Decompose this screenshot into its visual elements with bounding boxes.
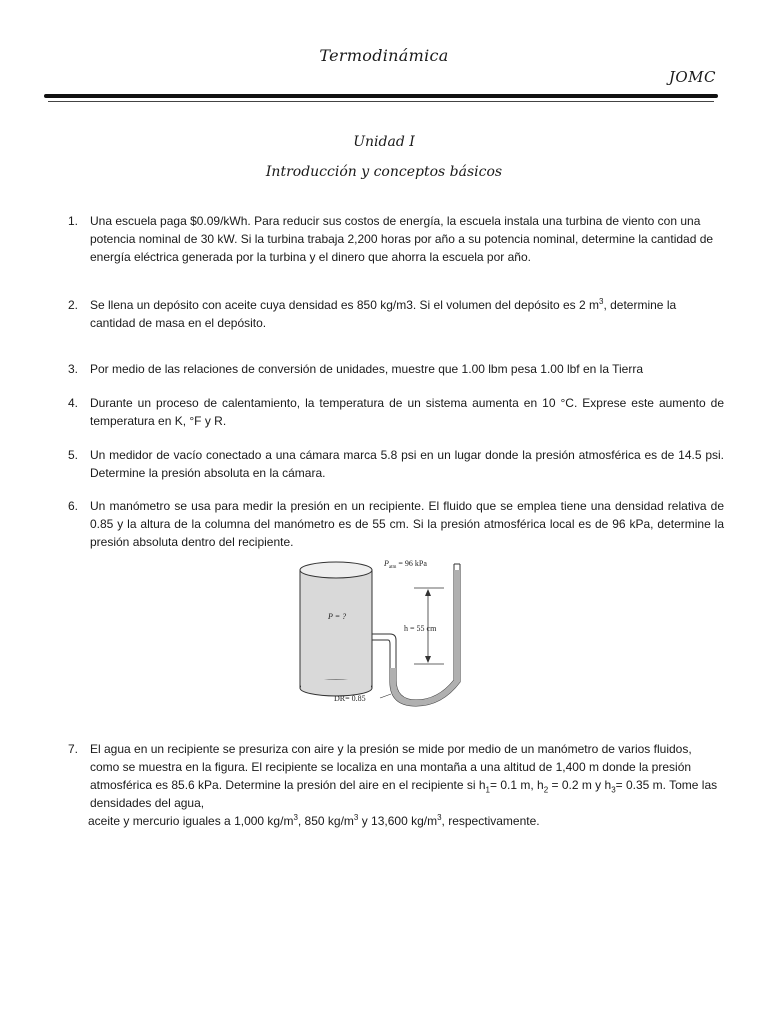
problem-text: Un manómetro se usa para medir la presión en un recipiente. El fluido que se emplea tiene una densidad relativa de 0.85 y la altura de la columna del manómetro es de 55 cm. Si la presión atmosférica local es de 96 kPa, determine la presión absoluta dentro del recipiente. [90, 499, 724, 549]
problem-number: 6. [68, 499, 79, 513]
problem-text: El agua en un recipiente se presuriza con aire y la presión se mide por medio de un manómetro de varios fluidos, como se muestra en la figura. El recipiente se localiza en una montaña a una altitud de 1,400 m donde la presión atmosférica es 85.6 kPa. Determine la presión del aire en el recipiente si $h_1= 0.1$ m, $h_2 = 0.2$ m y $h_3= 0.35$ m. Tome las densidades del agua, [90, 742, 718, 810]
problem-text: Un medidor de vacío conectado a una cámara marca 5.8 psi en un lugar donde la presión atmosférica es de 14.5 psi. Determine la presión absoluta en la cámara. [90, 448, 724, 480]
problem-4 [68, 394, 724, 430]
problem-5 [68, 446, 724, 482]
problem-number: 2. [68, 298, 79, 312]
problem-text: Por medio de las relaciones de conversión de unidades, muestre que 1.00 lbm pesa 1.00 lbf en la Tierra [90, 362, 643, 376]
unit-subtitle: Introducción y conceptos básicos [265, 164, 503, 180]
problem-number: 1. [68, 214, 79, 228]
tank [300, 562, 372, 696]
problem-text: Se llena un depósito con aceite cuya densidad es 850 kg/m3. Si el volumen del depósito es 2 $m^3$, determine la cantidad de masa en el depósito. [90, 297, 677, 330]
manometer-fluid [390, 570, 460, 706]
manometer-figure [294, 556, 480, 716]
problem-text: Una escuela paga $0.09/kWh. Para reducir sus costos de energía, la escuela instala una turbina de viento con una potencia nominal de 30 kW. Si la turbina trabaja 2,200 horas por año a su potencia nominal, determine la cantidad de energía eléctrica generada por la turbina y el dinero que ahorra la escuela por año. [90, 214, 714, 264]
header-rule-thin [48, 101, 714, 102]
problem-number: 4. [68, 396, 79, 410]
header-author: JOMC [668, 68, 716, 86]
unit-title: Unidad I [353, 134, 415, 150]
problem-number: 3. [68, 362, 79, 376]
header-title: Termodinámica [319, 46, 449, 65]
problem-6 [68, 497, 724, 551]
header-rule [44, 94, 718, 98]
height-label: h = 55 cm [404, 624, 437, 633]
problem-7 [68, 740, 724, 830]
problem-number: 5. [68, 448, 79, 462]
patm-label: $P_{atm} = 96$ kPa [384, 559, 427, 570]
problem-number: 7. [68, 742, 79, 756]
problem-text: Durante un proceso de calentamiento, la temperatura de un sistema aumenta en 10 °C. Exprese este aumento de temperatura en K, °F y R. [90, 396, 724, 428]
problem-2 [68, 296, 724, 332]
problem-1 [68, 212, 724, 266]
problem-text-continued: aceite y mercurio iguales a 1,000 $kg/m^3$, 850 $kg/m^3$ y 13,600 $kg/m^3$, respectivamente. [88, 813, 540, 828]
dr-label: DR= 0.85 [334, 694, 366, 703]
pressure-label: P = ? [328, 612, 347, 621]
problem-3 [68, 360, 724, 378]
